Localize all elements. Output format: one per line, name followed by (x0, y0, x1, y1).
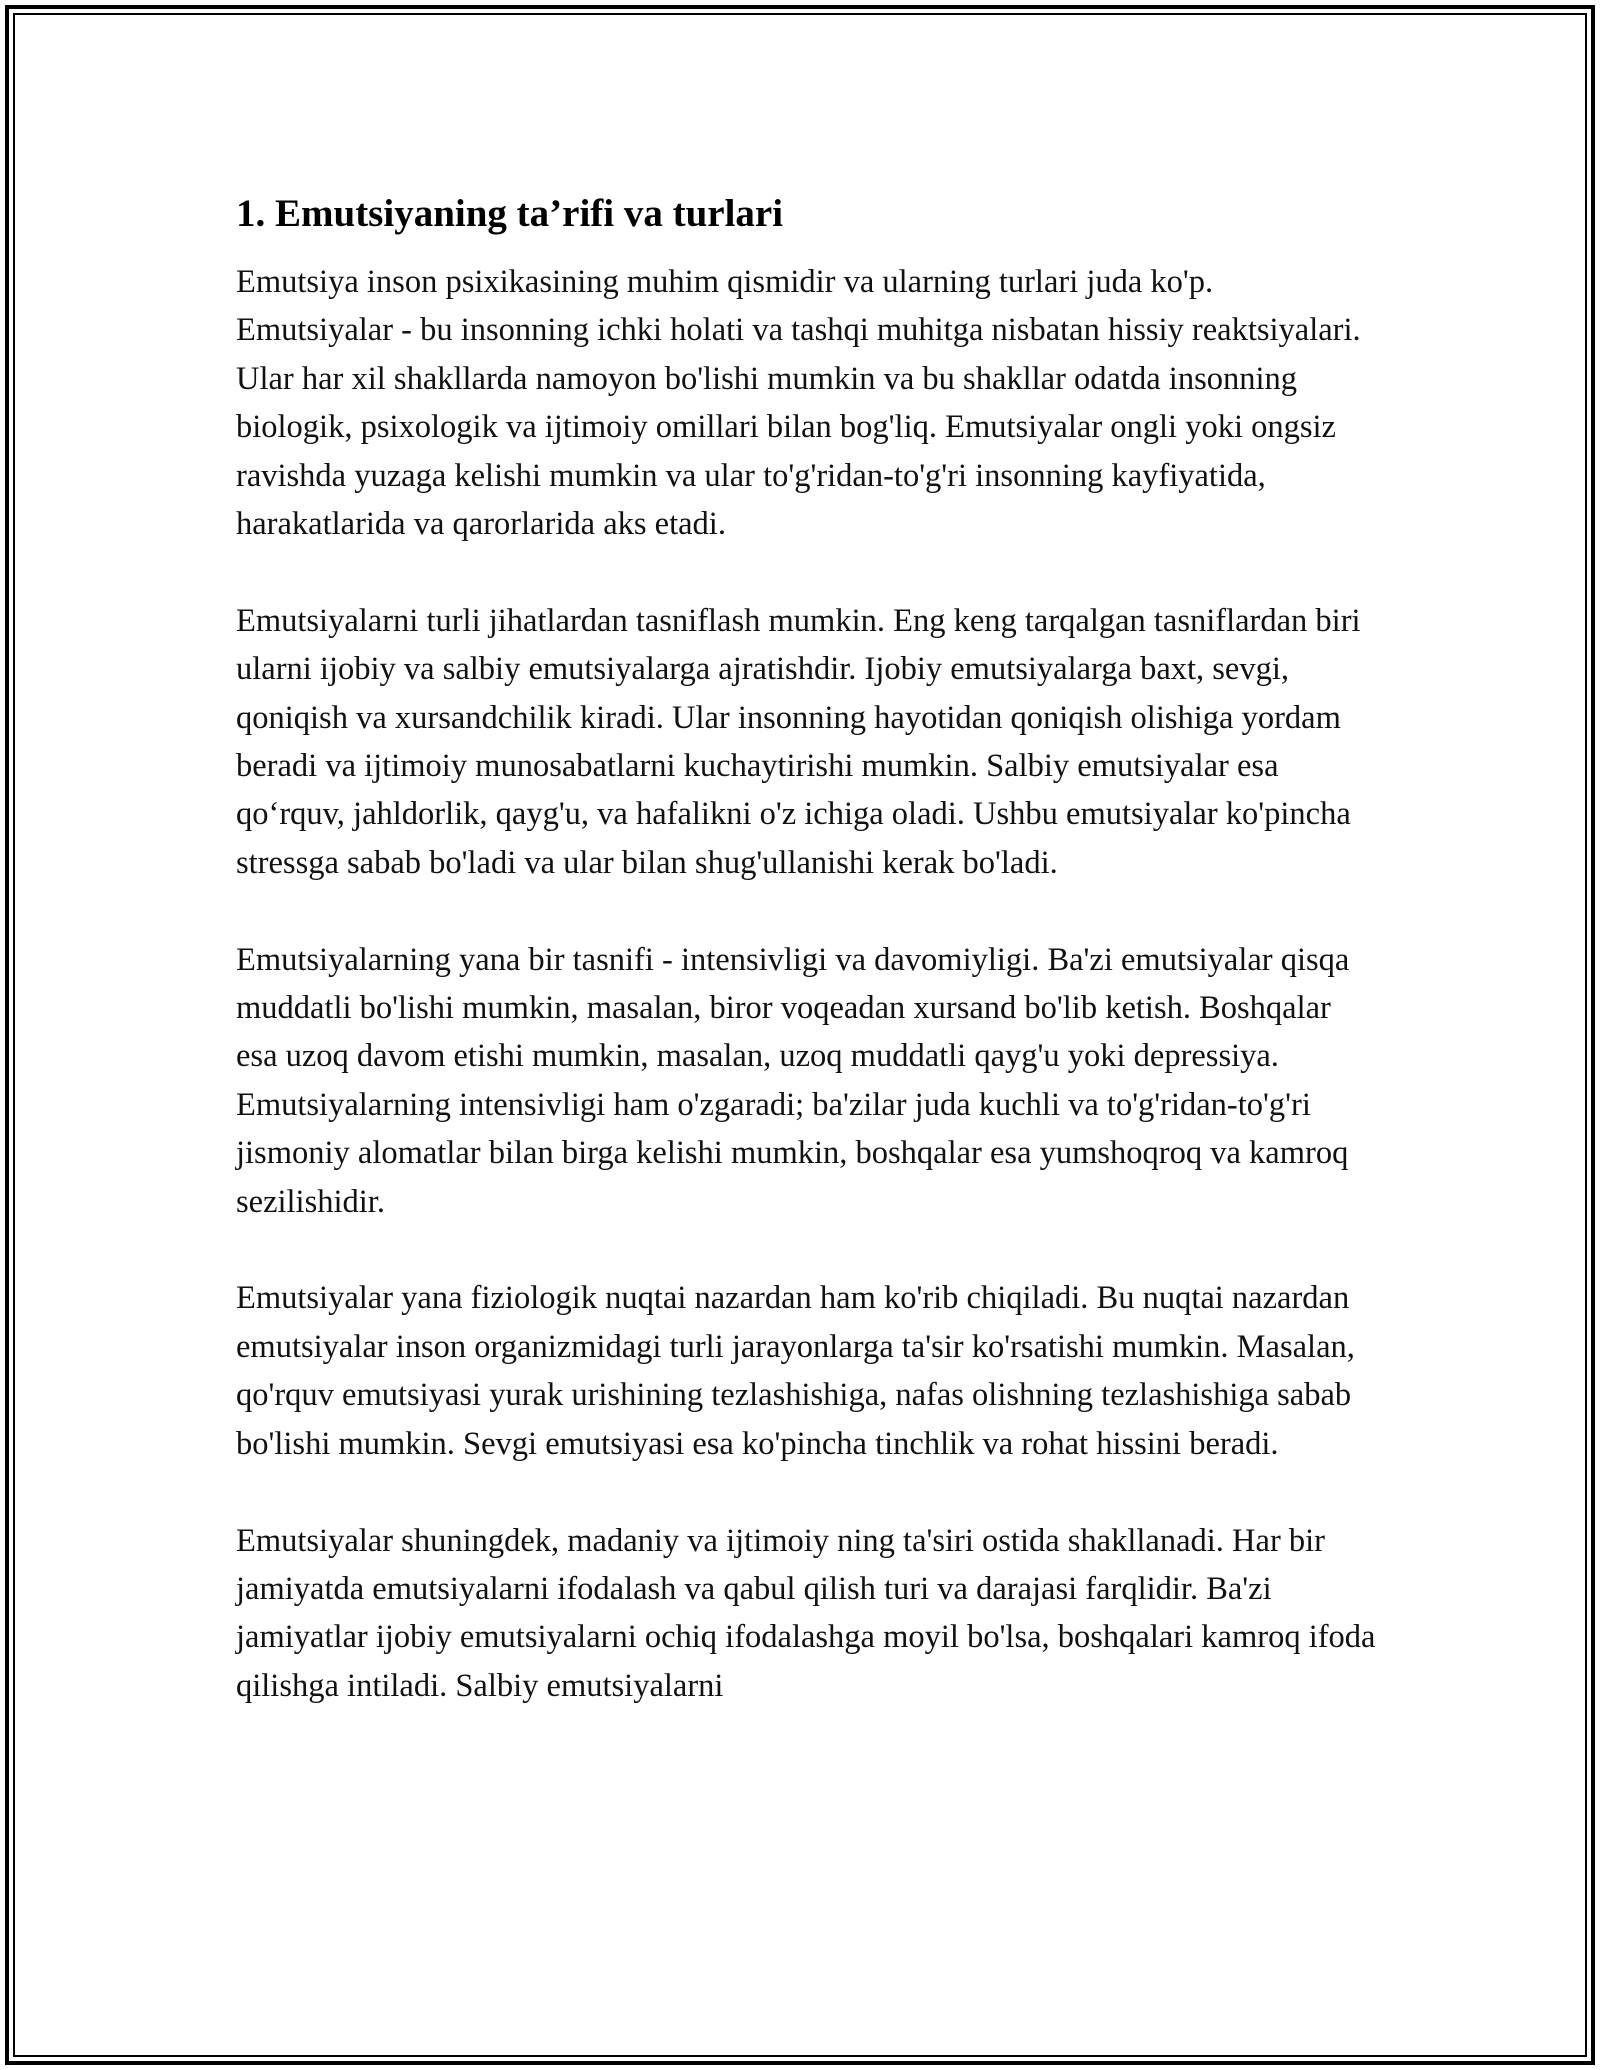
paragraph-cultural-social: Emutsiyalar shuningdek, madaniy va ijtimoiy ning ta'siri ostida shakllanadi. Har bir jamiyatda emutsiyalarni ifodalash va qabul qilish turi va darajasi farqlidir. Ba'zi jamiyatlar ijobiy emutsiyalarni ochiq ifodalashga moyil bo'lsa, boshqalari kamroq ifoda qilishga intiladi. Salbiy emutsiyalarni (236, 1522, 1376, 1704)
document-body (236, 186, 1376, 1759)
paragraph-positive-negative: Emutsiyalarni turli jihatlardan tasniflash mumkin. Eng keng tarqalgan tasniflardan biri ularni ijobiy va salbiy emutsiyalarga ajratishdir. Ijobiy emutsiyalarga baxt, sevgi, qoniqish va xursandchilik kiradi. Ular insonning hayotidan qoniqish olishiga yordam beradi va ijtimoiy munosabatlarni kuchaytirishi mumkin. Salbiy emutsiyalar esa qo‘rquv, jahldorlik, qayg'u, va hafalikni o'z ichiga oladi. Ushbu emutsiyalar ko'pincha stressga sabab bo'ladi va ular bilan shug'ullanishi kerak bo'ladi. (236, 602, 1361, 881)
paragraph-definition: Emutsiya inson psixikasining muhim qismidir va ularning turlari juda ko'p. Emutsiyalar - bu insonning ichki holati va tashqi muhitga nisbatan hissiy reaktsiyalari. Ular har xil shakllarda namoyon bo'lishi mumkin va bu shakllar odatda insonning biologik, psixologik va ijtimoiy omillari bilan bog'liq. Emutsiyalar ongli yoki ongsiz ravishda yuzaga kelishi mumkin va ular to'g'ridan-to'g'ri insonning kayfiyatida, harakatlarida va qarorlarida aks etadi. (236, 264, 1361, 543)
section-heading: 1. Emutsiyaning ta’rifi va turlari (236, 192, 784, 235)
paragraph-intensity-duration: Emutsiyalarning yana bir tasnifi - intensivligi va davomiyligi. Ba'zi emutsiyalar qisqa muddatli bo'lishi mumkin, masalan, biror voqeadan xursand bo'lib ketish. Boshqalar esa uzoq davom etishi mumkin, masalan, uzoq muddatli qayg'u yoki depressiya. Emutsiyalarning intensivligi ham o'zgaradi; ba'zilar juda kuchli va to'g'ridan-to'g'ri jismoniy alomatlar bilan birga kelishi mumkin, boshqalar esa yumshoqroq va kamroq sezilishidir. (236, 941, 1350, 1220)
paragraph-physiological: Emutsiyalar yana fiziologik nuqtai nazardan ham ko'rib chiqiladi. Bu nuqtai nazardan emutsiyalar inson organizmidagi turli jarayonlarga ta'sir ko'rsatishi mumkin. Masalan, qo'rquv emutsiyasi yurak urishining tezlashishiga, nafas olishning tezlashishiga sabab bo'lishi mumkin. Sevgi emutsiyasi esa ko'pincha tinchlik va rohat hissini beradi. (236, 1280, 1355, 1462)
